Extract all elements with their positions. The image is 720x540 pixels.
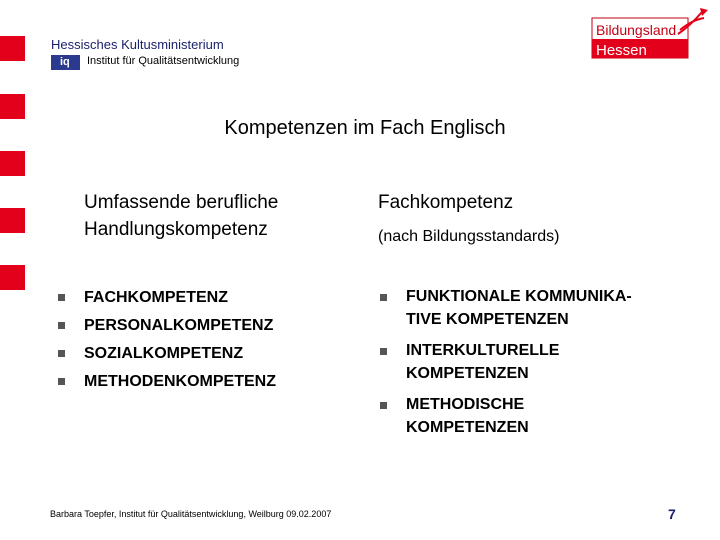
list-item: METHODENKOMPETENZ xyxy=(84,373,276,390)
iq-logo-icon: iq xyxy=(51,55,80,70)
bildungsland-hessen-logo xyxy=(590,6,710,62)
svg-text:Bildungsland: Bildungsland xyxy=(596,22,677,38)
svg-text:Hessen: Hessen xyxy=(596,42,647,59)
decor-red-square xyxy=(0,265,25,290)
list-item: FUNKTIONALE KOMMUNIKA- TIVE KOMPETENZEN xyxy=(406,288,632,328)
list-item: FACHKOMPETENZ xyxy=(84,289,228,306)
list-item: INTERKULTURELLE KOMPETENZEN xyxy=(406,342,560,382)
bullet-icon xyxy=(380,402,387,409)
list-item: SOZIALKOMPETENZ xyxy=(84,345,244,362)
bullet-icon xyxy=(58,294,65,301)
list-item: PERSONALKOMPETENZ xyxy=(84,317,274,334)
right-column-heading: Fachkompetenz xyxy=(378,192,514,213)
list-item: METHODISCHE KOMPETENZEN xyxy=(406,396,529,436)
left-column-heading: Umfassende berufliche Handlungskompetenz xyxy=(84,192,279,240)
slide-title: Kompetenzen im Fach Englisch xyxy=(224,117,506,139)
bullet-icon xyxy=(58,322,65,329)
decor-red-square xyxy=(0,151,25,176)
decor-red-square xyxy=(0,94,25,119)
decor-red-square xyxy=(0,208,25,233)
right-column-subheading: (nach Bildungsstandards) xyxy=(378,228,560,245)
bullet-icon xyxy=(58,378,65,385)
bullet-icon xyxy=(380,348,387,355)
page-number: 7 xyxy=(668,506,676,522)
ministry-name: Hessisches Kultusministerium xyxy=(51,37,224,52)
footer-credit: Barbara Toepfer, Institut für Qualitätsentwicklung, Weilburg 09.02.2007 xyxy=(50,509,332,519)
decor-red-square xyxy=(0,36,25,61)
bullet-icon xyxy=(380,294,387,301)
bullet-icon xyxy=(58,350,65,357)
institute-name: Institut für Qualitätsentwicklung xyxy=(87,55,240,67)
